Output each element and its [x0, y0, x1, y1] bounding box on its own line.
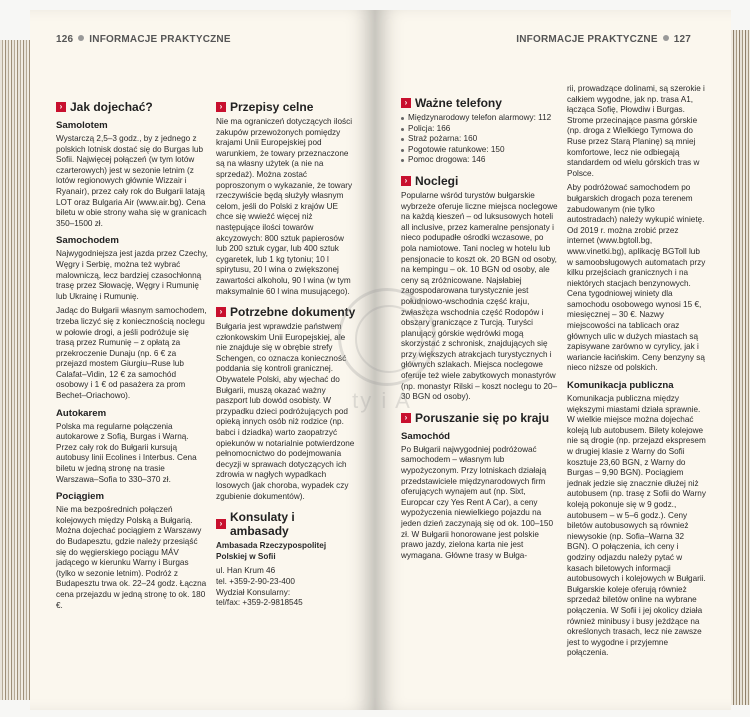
section-heading: › Przepisy celne — [216, 100, 356, 114]
paragraph: rii, prowadzące dolinami, są szerokie i całkiem wygodne, jak np. trasa A1, łącząca Sofię, Płowdiw i Burgas. Strome przecinające pasma górskie (np. droga z Wielkiego Tyrnowa do Ruse przez Starą Planinę) są mniej komfortowe, lecz nie odbiegają standardem od wielu górskich tras w Polsce. — [567, 84, 705, 178]
right-column-2 — [567, 84, 707, 663]
running-head: INFORMACJE PRAKTYCZNE — [516, 34, 658, 45]
bullet-icon — [78, 35, 84, 41]
subheading: Samochodem — [56, 235, 119, 247]
embassy-address: ul. Han Krum 46 — [216, 566, 276, 576]
paragraph: Jadąc do Bułgarii własnym samochodem, trzeba liczyć się z koniecznością noclegu w połowie drogi, a jeśli podróżuje się trasą przez Rumunię – z opłatą za przekroczenie Dunaju (np. 6 € za przejazd mostem Giurgiu–Ruse lub Calafat–Vidin, 12 € za samochód osobowy i 1 € od pasażera za prom Bechet–Oriachowo). — [56, 306, 207, 401]
bullet-icon — [663, 35, 669, 41]
paragraph: Najwygodniejsza jest jazda przez Czechy, Węgry i Serbię, można też wybrać malowniczą, lecz bardziej czasochłonną trasę przez Słowację, Węgry i Rumunię lub Ukrainę i Rumunię. — [56, 249, 208, 301]
chevron-right-icon: › — [401, 98, 411, 108]
page-edges-right — [728, 30, 750, 705]
paragraph: Wystarczą 2,5–3 godz., by z jednego z polskich lotnisk dostać się do Burgas lub Sofii. Najwięcej połączeń (w tym lotów czarterowych) jest w sezonie letnim (z lotów regionowych głównie Wizzair i Ryanair), przez cały rok do Bułgarii latają LOT oraz Bulgaria Air (www.air.bg). Cena biletu w obie strony waha się w granicach 350–1500 zł. — [56, 134, 207, 228]
chevron-right-icon: › — [56, 102, 66, 112]
chevron-right-icon: › — [216, 519, 226, 529]
paragraph: Nie ma bezpośrednich połączeń kolejowych między Polską a Bułgarią. Można dojechać pociągiem z Warszawy do Budapesztu, gdzie należy przesiąść się do węgierskiego pociągu MÁV jadącego w kierunku Warny i Burgas (tylko w sezonie letnim). Podróż z Budapesztu trwa ok. 22–24 godz. Łączna cena przejazdu w jedną stronę to ok. 180 €. — [56, 505, 207, 610]
section-heading: › Noclegi — [401, 174, 559, 188]
watermark-logo-icon — [338, 288, 436, 386]
section-heading: › Jak dojechać? — [56, 100, 208, 114]
running-head: INFORMACJE PRAKTYCZNE — [89, 34, 231, 45]
list-item: Pomoc drogowa: 146 — [401, 155, 559, 166]
page-number: 127 — [673, 34, 691, 45]
chevron-right-icon: › — [401, 176, 411, 186]
section-heading: › Poruszanie się po kraju — [401, 411, 559, 425]
list-item: Policja: 166 — [401, 124, 559, 135]
section-heading: › Potrzebne dokumenty — [216, 305, 356, 319]
phone-list — [401, 113, 559, 166]
chevron-right-icon: › — [401, 413, 411, 423]
subheading: Komunikacja publiczna — [567, 380, 674, 392]
embassy-phone: tel. +359-2-90-23-400 — [216, 576, 295, 586]
paragraph: Po Bułgarii najwygodniej podróżować samochodem – własnym lub wypożyczonym. Przy lotniskach działają przedstawiciele międzynarodowych firm oferujących wynajem aut (np. Sixt, Europcar czy Yes Rent A Car), a ceny wypożyczenia niewielkiego pojazdu na jeden dzień zaczynają się od ok. 100–150 zł. W Bułgarii honorowane jest polskie prawo jazdy, zielona karta nie jest wymagana. Główne trasy w Bułga- — [401, 444, 554, 560]
left-column-2 — [216, 92, 356, 609]
left-page — [30, 10, 375, 710]
embassy-name: Ambasada Rzeczypospolitej Polskiej w Sofii — [216, 541, 327, 561]
paragraph: Popularne wśród turystów bułgarskie wybrzeże oferuje liczne miejsca noclegowe na każdą kieszeń – od luksusowych hoteli all inclusive, przez kameralne pensjonaty i nieco podupadłe ośrodki wczasowe, po pola namiotowe. Tani nocleg w hotelu lub pensjonacie to koszt ok. 20 BGN od osoby, na kempingu – ok. 10 BGN od osoby, ale ceny są zróżnicowane. Najsłabiej zagospodarowana turystycznie jest południowo-wschodnia część kraju, zwłaszcza wschodnia część Rodopów i obszary graniczące z Turcją. Turyści planujący górskie wędrówki mogą skorzystać z schronisk, znajdujących się przy większych atrakcjach turystycznych i głównych szlakach. Miejsca noclegowe oferuje też wiele zabytkowych monastyrów (np. monastyr Rilski – koszt noclegu to 20–30 BGN od osoby). — [401, 190, 558, 402]
watermark-text: ty i A — [352, 388, 412, 413]
list-item: Międzynarodowy telefon alarmowy: 112 — [401, 113, 559, 124]
consular-fax: tel/fax: +359-2-9818545 — [216, 598, 303, 608]
list-item: Pogotowie ratunkowe: 150 — [401, 145, 559, 156]
section-heading: › Konsulaty i ambasady — [216, 510, 356, 538]
section-heading: › Ważne telefony — [401, 96, 559, 110]
chevron-right-icon: › — [216, 307, 226, 317]
paragraph: Aby podróżować samochodem po bułgarskich drogach poza terenem zabudowanym (nie tylko autostradach) należy wykupić winietę. Od 2019 r. można zrobić przez internet (www.bgtoll.bg, www.vinetki.bg), aplikację BGToll lub w samoobsługowych automatach przy kilku przejściach granicznych i na niektórych stacjach benzynowych. Cena tygodniowej winiety dla samochodu osobowego wynosi 15 €, miesięcznej – 30 €. Nazwy miejscowości na tablicach oraz głównych ulic w dużych miastach są zapisywane zarówno w cyrylicy, jak i wariancie łacińskim. Ceny benzyny są nieco niższe od polskich. — [567, 183, 706, 373]
chevron-right-icon: › — [216, 102, 226, 112]
subheading: Samochód — [401, 430, 451, 442]
left-column-1 — [56, 92, 208, 615]
subheading: Pociągiem — [56, 491, 104, 503]
right-page-header — [516, 34, 691, 45]
list-item: Straż pożarna: 160 — [401, 134, 559, 145]
page-number: 126 — [56, 34, 74, 45]
consular-label: Wydział Konsularny: — [216, 587, 291, 597]
paragraph: Polska ma regularne połączenia autokarowe z Sofią, Burgas i Warną. Przez cały rok do Bułgarii kursują autobusy linii Ecolines i Interbus. Cena biletu w jedną stronę na trasie Warszawa–Sofia to 330–370 zł. — [56, 421, 197, 484]
paragraph: Komunikacja publiczna między większymi miastami działa sprawnie. W wielkie miejsce można dojechać koleją lub autobusem. Bilety kolejowe nie są drogie (np. przejazd ekspresem w drugiej klasie z Warny do Sofii kosztuje 23,60 BGN, z Warny do Burgas – 9,90 BGN). Pociągiem jednak jedzie się znacznie dłużej niż autobusem (np. trasę z Sofii do Warny koleją pokonuje się w 9 godz., autobusem – w 5–6 godz.). Ceny biletów autobusowych są również niewysokie (np. Sofia–Warna 32 BGN). O połączenia, ich ceny i godziny odjazdu należy pytać w kasach biletowych informacji autobusowych i kolejowych w Bułgarii. Bułgarskie koleje oferują również sprzedaż biletów online na wybrane połączenia. W Sofii i jej okolicy działa również minibusy i busy jeżdżące na określonych trasach, lecz nie zawsze jest to wygodne i przyjemne połączenia. — [567, 394, 706, 658]
subheading: Samolotem — [56, 120, 108, 131]
paragraph: Nie ma ograniczeń dotyczących ilości zakupów przewożonych pomiędzy krajami Unii Europejskiej pod warunkiem, że towary przeznaczone są na własny użytek (a nie na sprzedaż). Można zostać poproszonym o wykazanie, że towary rzeczywiście będą służyły własnym celom, jeśli do Polski z krajów UE chce się wwieźć więcej niż następujące ilości towarów akcyzowych: 800 sztuk papierosów lub 200 sztuk cygar, lub 400 sztuk cygaretek, lub 1 kg tytoniu; 10 l spirytusu, 20 l wina o zwiększonej zawartości alkoholu, 90 l wina (w tym maksymalnie 60 l wina musującego). — [216, 117, 353, 296]
subheading: Autokarem — [56, 407, 107, 419]
paragraph: Bułgaria jest wprawdzie państwem członkowskim Unii Europejskiej, ale nie znajduje się w obrębie strefy Schengen, co oznacza konieczność poddania się kontroli granicznej. Obywatele Polski, aby wjechać do Bułgarii, muszą okazać ważny paszport lub dowód osobisty. W przypadku dzieci podróżujących pod opieką innych osób niż rodzice (np. babci i dziadka) warto zaopatrzyć opiekunów w notarialnie potwierdzone pełnomocnictwo do podejmowania decyzji w sprawach dotyczących ich zdrowia w nagłych wypadkach losowych (jak choroba, wypadek czy zgubienie dokumentów). — [216, 322, 355, 501]
left-page-header — [56, 34, 231, 45]
